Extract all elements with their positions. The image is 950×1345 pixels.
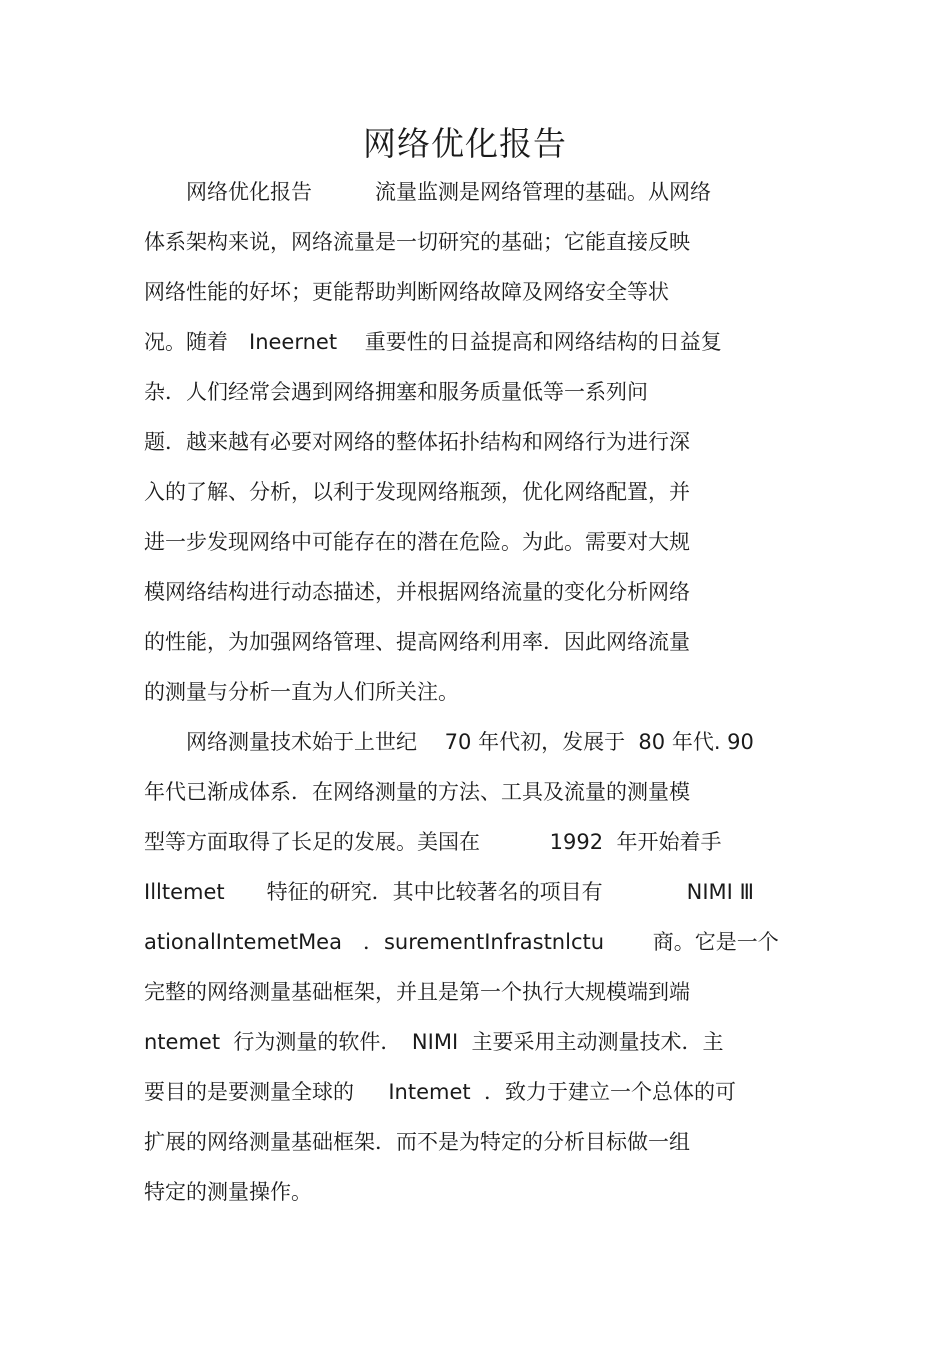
paragraph-2-line: 扩展的网络测量基础框架．而不是为特定的分析目标做一组 [144, 1130, 690, 1154]
paragraph-1-line: 题．越来越有必要对网络的整体拓扑结构和网络行为进行深 [144, 430, 690, 454]
paragraph-1-line: 入的了解、分析，以利于发现网络瓶颈，优化网络配置，并 [144, 480, 690, 504]
document-title: 网络优化报告 [363, 124, 567, 163]
paragraph-1-line: 况。随着 Ineernet 重要性的日益提高和网络结构的日益复 [144, 330, 722, 354]
paragraph-2-line: 型等方面取得了长足的发展。美国在 1992 年开始着手 [144, 830, 722, 854]
paragraph-2-line: 完整的网络测量基础框架，并且是第一个执行大规模端到端 [144, 980, 690, 1004]
paragraph-1-line: 网络性能的好坏；更能帮助判断网络故障及网络安全等状 [144, 280, 669, 304]
paragraph-1-line: 杂．人们经常会遇到网络拥塞和服务质量低等一系列问 [144, 380, 648, 404]
paragraph-1-line: 的测量与分析一直为人们所关注。 [144, 680, 459, 704]
paragraph-1-line: 模网络结构进行动态描述，并根据网络流量的变化分析网络 [144, 580, 690, 604]
paragraph-1-line: 网络优化报告 流量监测是网络管理的基础。从网络 [144, 180, 711, 204]
paragraph-1-line: 的性能，为加强网络管理、提高网络利用率．因此网络流量 [144, 630, 690, 654]
paragraph-2-line: ationalIntemetMea ．surementInfrastnlctu 商。它是一个 [144, 930, 779, 954]
paragraph-2-line: 特定的测量操作。 [144, 1180, 312, 1204]
paragraph-2-line: 网络测量技术始于上世纪 70 年代初，发展于 80 年代. 90 [144, 730, 754, 754]
paragraph-2-line: ntemet 行为测量的软件． NIMI 主要采用主动测量技术．主 [144, 1030, 724, 1054]
paragraph-1-line: 体系架构来说，网络流量是一切研究的基础；它能直接反映 [144, 230, 690, 254]
paragraph-1-line: 进一步发现网络中可能存在的潜在危险。为此。需要对大规 [144, 530, 690, 554]
paragraph-2-line: 年代已渐成体系．在网络测量的方法、工具及流量的测量模 [144, 780, 690, 804]
paragraph-2-line: 要目的是要测量全球的 Intemet ．致力于建立一个总体的可 [144, 1080, 736, 1104]
paragraph-2-line: Illtemet 特征的研究．其中比较著名的项目有 NIMI Ⅲ [144, 880, 754, 904]
